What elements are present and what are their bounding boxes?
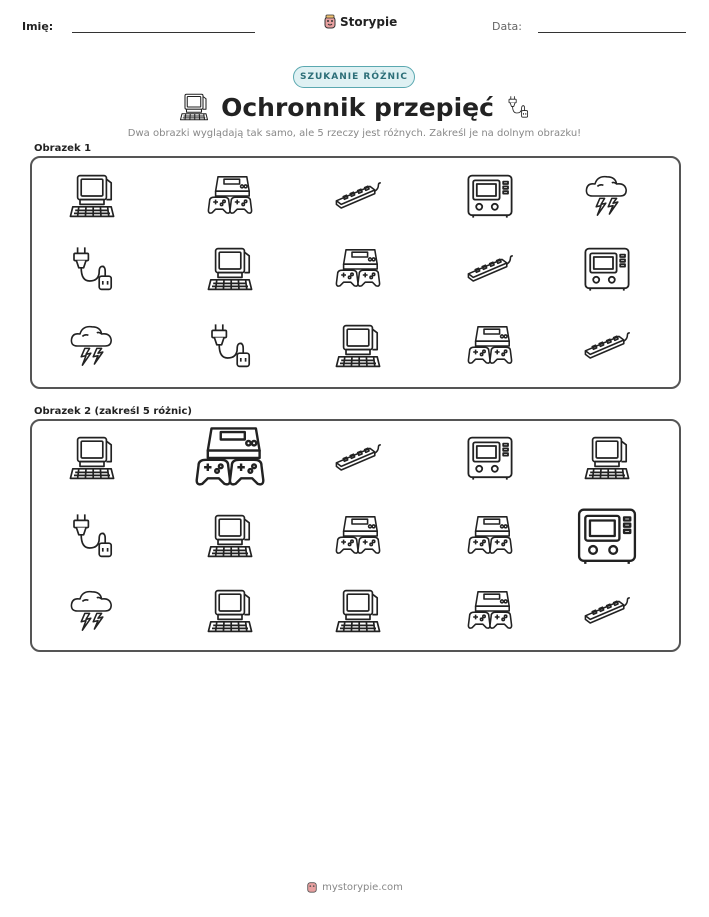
game-console-icon[interactable]: [206, 172, 254, 220]
storm-cloud-icon[interactable]: [68, 322, 116, 370]
storypie-mascot-icon: [323, 14, 337, 30]
power-strip-icon[interactable]: [583, 322, 631, 370]
game-console-icon[interactable]: [466, 322, 514, 370]
microwave-icon[interactable]: [466, 434, 514, 482]
worksheet-type-badge: SZUKANIE RÓŻNIC: [293, 66, 415, 88]
computer-icon[interactable]: [68, 172, 116, 220]
microwave-icon[interactable]: [466, 172, 514, 220]
game-console-icon[interactable]: [466, 512, 514, 560]
computer-icon: [179, 92, 209, 122]
game-console-icon[interactable]: [466, 587, 514, 635]
power-strip-icon[interactable]: [334, 434, 382, 482]
microwave-icon[interactable]: [583, 245, 631, 293]
computer-icon[interactable]: [334, 587, 382, 635]
plug-icon: [506, 92, 530, 122]
computer-icon[interactable]: [206, 245, 254, 293]
storm-cloud-icon[interactable]: [583, 172, 631, 220]
power-strip-icon[interactable]: [466, 245, 514, 293]
storypie-mascot-icon: [306, 880, 318, 894]
computer-icon[interactable]: [334, 322, 382, 370]
computer-icon[interactable]: [206, 512, 254, 560]
picture1-label: Obrazek 1: [34, 143, 92, 154]
microwave-icon[interactable]: [576, 505, 638, 567]
power-strip-icon[interactable]: [583, 587, 631, 635]
plug-icon[interactable]: [206, 322, 254, 370]
brand-name: Storypie: [340, 15, 398, 29]
date-label: Data:: [492, 20, 522, 33]
game-console-icon[interactable]: [193, 421, 267, 495]
game-console-icon[interactable]: [334, 245, 382, 293]
name-line[interactable]: [72, 32, 255, 33]
plug-icon[interactable]: [68, 245, 116, 293]
footer-site: mystorypie.com: [322, 881, 403, 893]
computer-icon[interactable]: [206, 587, 254, 635]
game-console-icon[interactable]: [334, 512, 382, 560]
page-title: Ochronnik przepięć: [0, 92, 709, 122]
power-strip-icon[interactable]: [334, 172, 382, 220]
instructions: Dwa obrazki wyglądają tak samo, ale 5 rzeczy jest różnych. Zakreśl je na dolnym obrazku!: [127, 128, 582, 139]
brand-logo: [323, 14, 397, 30]
computer-icon[interactable]: [583, 434, 631, 482]
computer-icon[interactable]: [68, 434, 116, 482]
plug-icon[interactable]: [68, 512, 116, 560]
date-line[interactable]: [538, 32, 686, 33]
name-label: Imię:: [22, 20, 54, 33]
storm-cloud-icon[interactable]: [68, 587, 116, 635]
picture2-label: Obrazek 2 (zakreśl 5 różnic): [34, 406, 192, 417]
footer: [0, 880, 709, 894]
